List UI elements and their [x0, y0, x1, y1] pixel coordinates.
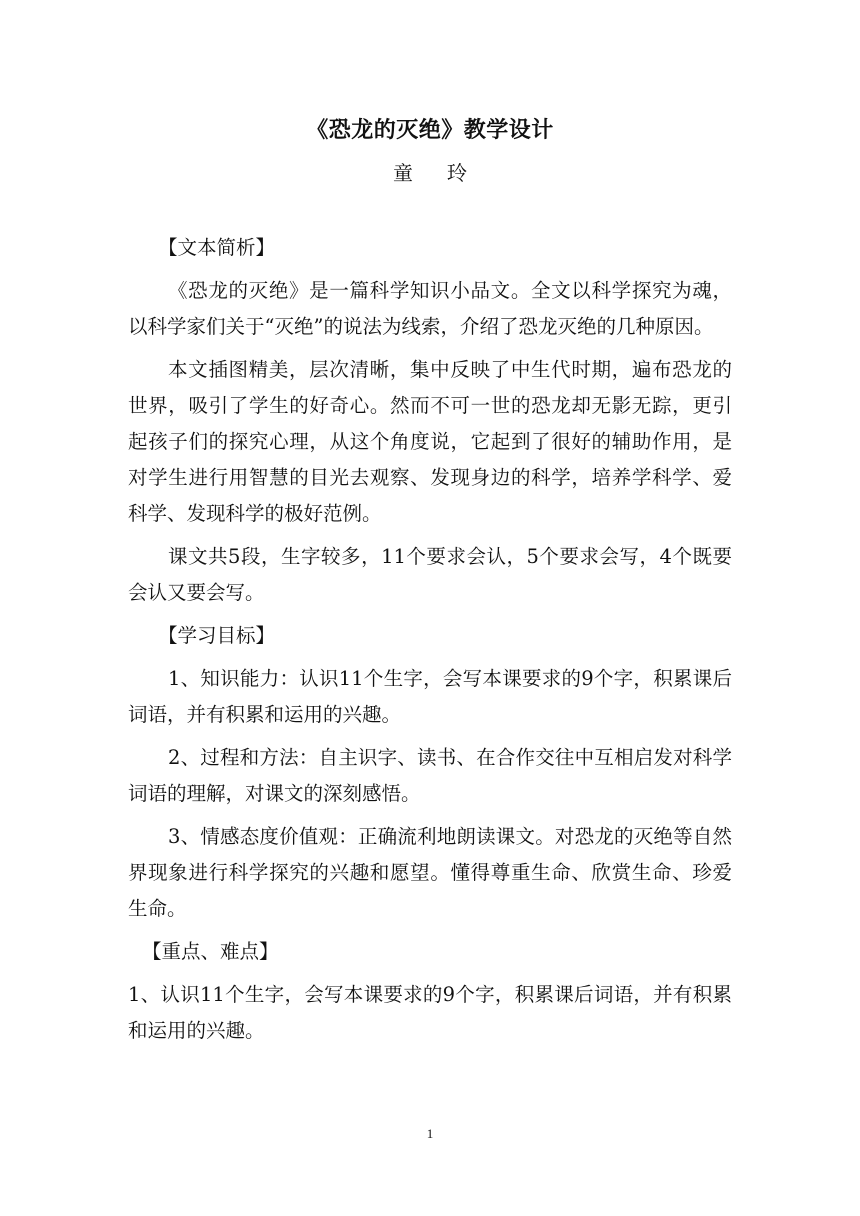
- paragraph-text-analysis-3: 课文共5段，生字较多，11个要求会认，5个要求会写，4个既要会认又要会写。: [128, 545, 732, 604]
- document-body: [128, 230, 732, 1049]
- author-name: [0, 157, 860, 186]
- paragraph-goal-2: 2、过程和方法：自主识字、读书、在合作交往中互相启发对科学词语的理解，对课文的深刻感悟。: [128, 746, 732, 805]
- page-number: 1: [426, 1126, 434, 1141]
- section-heading-key-points: 【重点、难点】: [142, 940, 279, 963]
- author-name-first-char: 童: [393, 161, 413, 185]
- document-title: 《恐龙的灭绝》教学设计: [306, 117, 554, 143]
- section-heading-text-analysis: 【文本简析】: [158, 236, 276, 259]
- author-name-second-char: 玲: [447, 161, 467, 185]
- paragraph-goal-1: 1、知识能力：认识11个生字，会写本课要求的9个字，积累课后词语，并有积累和运用的兴趣。: [128, 667, 732, 726]
- paragraph-text-analysis-1: 《恐龙的灭绝》是一篇科学知识小品文。全文以科学探究为魂，以科学家们关于“灭绝”的说法为线索，介绍了恐龙灭绝的几种原因。: [128, 279, 732, 338]
- section-heading-learning-goals: 【学习目标】: [158, 624, 276, 647]
- paragraph-goal-3: 3、情感态度价值观：正确流利地朗读课文。对恐龙的灭绝等自然界现象进行科学探究的兴趣和愿望。懂得尊重生命、欣赏生命、珍爱生命。: [128, 825, 732, 920]
- paragraph-text-analysis-2: 本文插图精美，层次清晰，集中反映了中生代时期，遍布恐龙的世界，吸引了学生的好奇心。然而不可一世的恐龙却无影无踪，更引起孩子们的探究心理，从这个角度说，它起到了很好的辅助作用，是对学生进行用智慧的目光去观察、发现身边的科学，培养学科学、爱科学、发现科学的极好范例。: [128, 358, 732, 525]
- paragraph-key-point-1: 1、认识11个生字，会写本课要求的9个字，积累课后词语，并有积累和运用的兴趣。: [128, 983, 732, 1042]
